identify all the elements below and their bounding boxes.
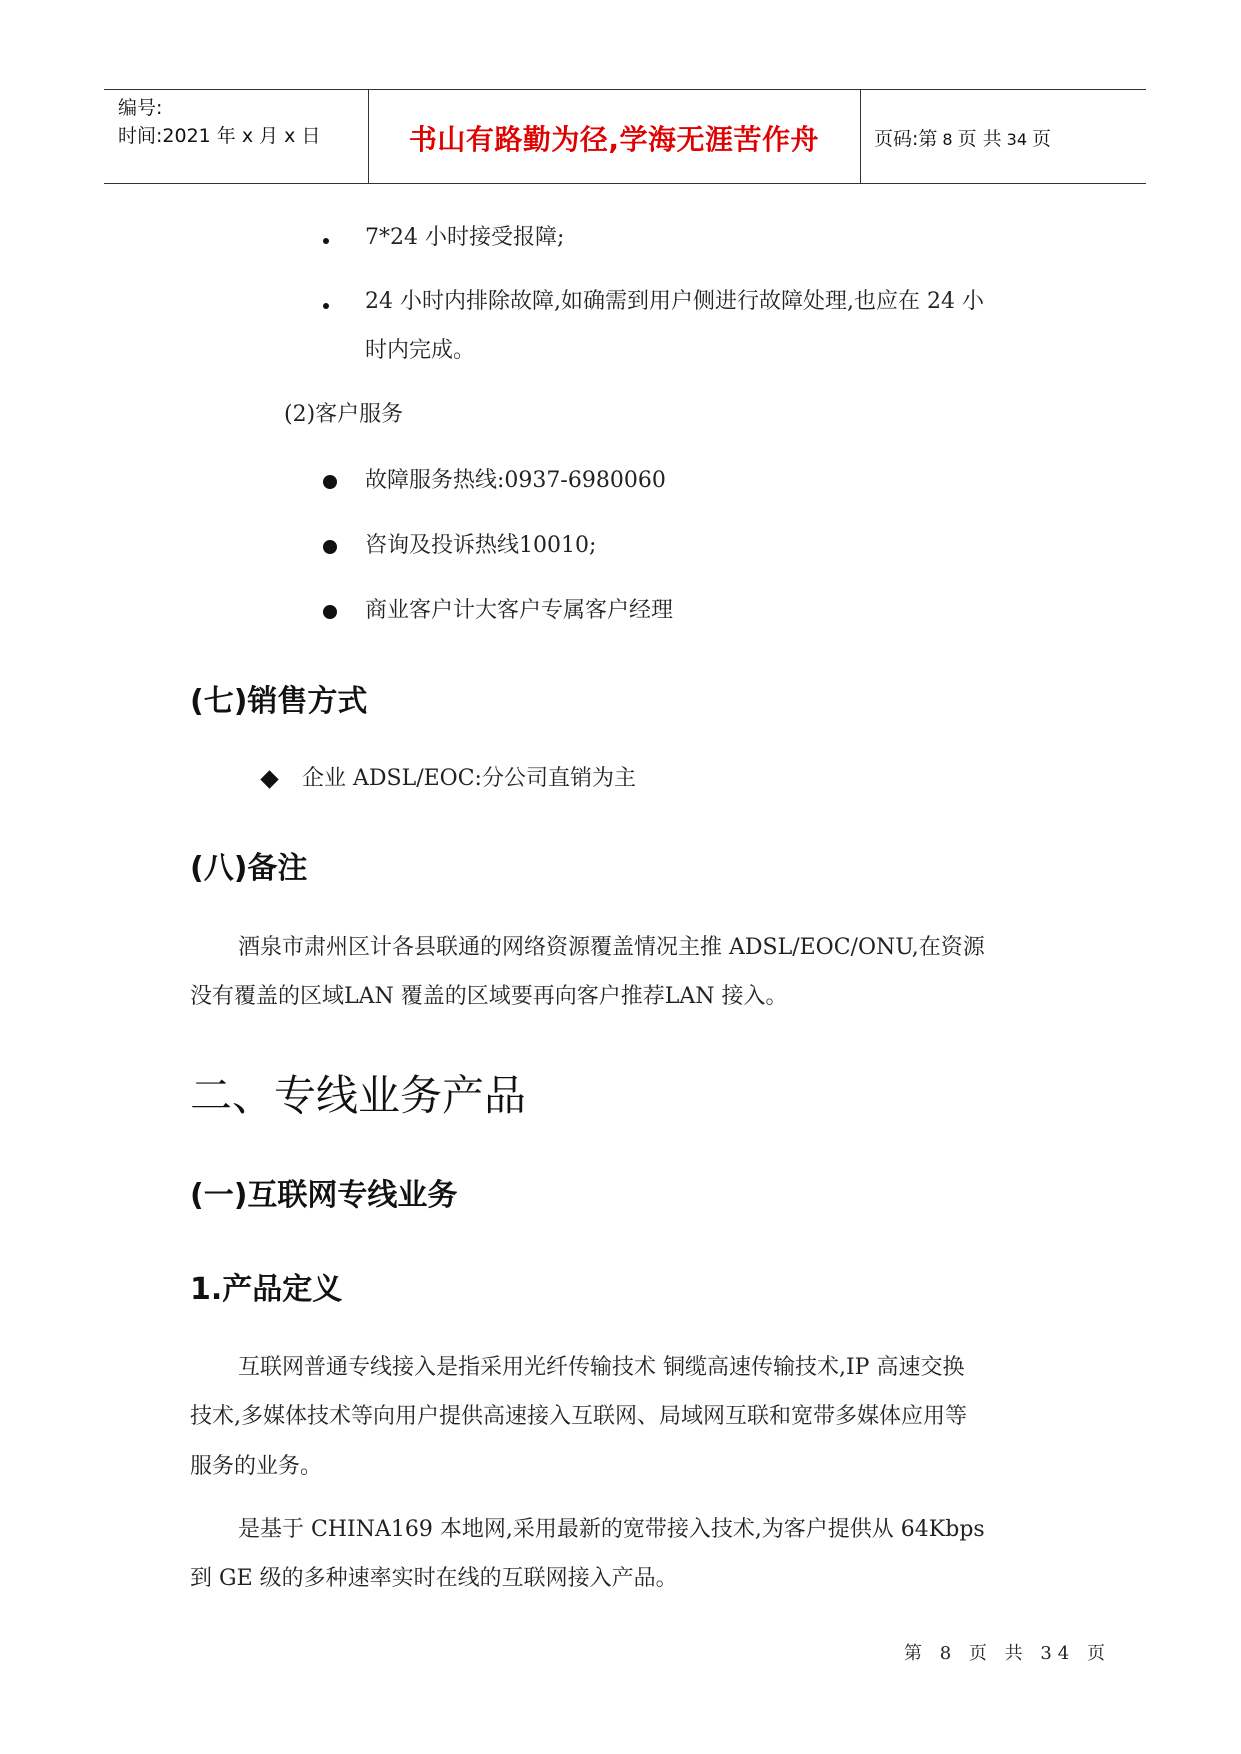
paragraph-line: 没有覆盖的区域LAN 覆盖的区域要再向客户推荐LAN 接入。 [190, 984, 788, 1009]
subsubsection-heading: 1.产品定义 [190, 1272, 343, 1307]
header-top-rule [104, 89, 1146, 90]
paragraph-line: 到 GE 级的多种速率实时在线的互联网接入产品。 [190, 1566, 678, 1591]
list-item: 故障服务热线:0937-6980060 [365, 468, 666, 493]
paragraph-line: 服务的业务。 [190, 1454, 323, 1479]
list-item: 企业 ADSL/EOC:分公司直销为主 [302, 766, 636, 791]
header-divider-right [860, 89, 861, 183]
list-item-continuation: 时内完成。 [365, 338, 476, 363]
header-time-label: 时间:2021 年 x 月 x 日 [118, 125, 321, 147]
list-item: 7*24 小时接受报障; [365, 225, 565, 250]
header-bottom-rule [104, 183, 1146, 184]
diamond-bullet-icon [260, 770, 278, 788]
bullet-dot [323, 303, 329, 309]
header-page-current: 8 [942, 130, 953, 149]
header-motto: 书山有路勤为径,学海无涯苦作舟 [408, 123, 820, 156]
bullet-dot [323, 605, 337, 619]
bullet-dot [323, 540, 337, 554]
paragraph-line: 技术,多媒体技术等向用户提供高速接入互联网、局域网互联和宽带多媒体应用等 [190, 1404, 967, 1429]
header-page-number [874, 124, 1051, 151]
list-item: 24 小时内排除故障,如确需到用户侧进行故障处理,也应在 24 小 [365, 289, 984, 314]
section-heading: (八)备注 [190, 851, 308, 886]
bullet-dot [323, 475, 337, 489]
header-page-mid: 页 共 [957, 128, 1002, 150]
page-footer: 第 8 页 共 34 页 [904, 1643, 1111, 1664]
header-code-label: 编号: [118, 97, 163, 119]
list-item: 咨询及投诉热线10010; [365, 533, 597, 558]
chapter-heading: 二、专线业务产品 [190, 1071, 527, 1120]
header-page-total: 34 [1006, 130, 1027, 149]
bullet-dot [323, 238, 329, 244]
header-page-suffix: 页 [1032, 128, 1052, 150]
list-item: 商业客户计大客户专属客户经理 [365, 598, 674, 623]
header-meta [118, 94, 320, 150]
paragraph-line: 酒泉市肃州区计各县联通的网络资源覆盖情况主推 ADSL/EOC/ONU,在资源 [238, 935, 985, 960]
paragraph-line: 是基于 CHINA169 本地网,采用最新的宽带接入技术,为客户提供从 64Kbps [238, 1517, 985, 1542]
paragraph-line: 互联网普通专线接入是指采用光纤传输技术 铜缆高速传输技术,IP 高速交换 [238, 1355, 965, 1380]
customer-service-heading: (2)客户服务 [284, 402, 404, 427]
section-heading: (七)销售方式 [190, 684, 368, 719]
header-page-prefix: 页码:第 [874, 128, 938, 150]
subsection-heading: (一)互联网专线业务 [190, 1178, 458, 1213]
